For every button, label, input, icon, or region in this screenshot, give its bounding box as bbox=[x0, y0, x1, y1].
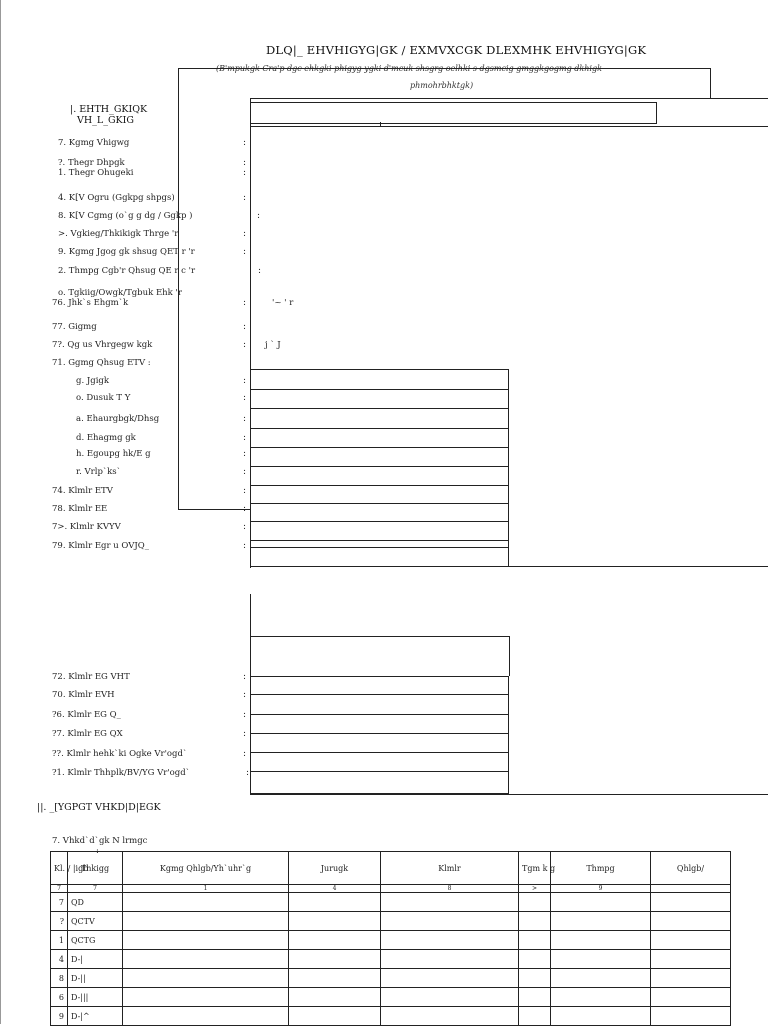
contact-label: 79. Klmlr Egr u OVJQ_ bbox=[52, 541, 150, 551]
education-table: Kl. / |igb Thkigg Kgmg Qhlgb/Yh`uhr`g Jurugk Klmlr Tgm k g Thmpg Qhlgb/ 7 7 1 4 8 > 9 7 QD ? QCTV 1 QCTG 4 D-| 8 D-|| 6 D-||| 9 D-|^ bbox=[50, 851, 731, 1026]
field-value: j ` J bbox=[265, 340, 281, 350]
address-label: h. Egoupg hk/E g bbox=[76, 449, 151, 459]
page-edge bbox=[0, 0, 1, 1024]
col-header: Thkigg bbox=[68, 852, 123, 885]
field-value: '~ ' r bbox=[272, 298, 294, 308]
name-input-box[interactable] bbox=[250, 102, 657, 124]
field-label: 77. Gigmg bbox=[52, 322, 97, 332]
section2-heading: ||. _[YGPGT VHKD|D|EGK bbox=[37, 802, 161, 813]
field-label: >. Vgkieg/Thkikigk Thrge 'r bbox=[58, 229, 179, 239]
section2-subheading: 7. Vhkd`d`gk N lrmgc bbox=[52, 836, 148, 846]
field-label: 2. Thmpg Cgb'r Qhsug QE r c 'r bbox=[58, 266, 196, 276]
contact-label: 72. Klmlr EG VHT bbox=[52, 672, 130, 682]
col-header: Thmpg bbox=[551, 852, 651, 885]
table-row: 6 D-||| bbox=[51, 988, 731, 1007]
form-subtitle-line2: phmohrbhktgk) bbox=[410, 81, 474, 90]
field-label: 9. Kgmg Jgog gk shsug QET r 'r bbox=[58, 247, 195, 257]
address-grid bbox=[250, 369, 509, 567]
contact-label: 78. Klmlr EE bbox=[52, 504, 108, 514]
field-label: 76. Jhk`s Ehgm`k bbox=[52, 298, 129, 308]
field-label: 7. Kgmg Vhigwg bbox=[58, 138, 130, 148]
field-label: o. Tgkiig/Owgk/Tgbuk Ehk 'r bbox=[58, 288, 182, 298]
table-row: 9 D-|^ bbox=[51, 1007, 731, 1026]
field-label: 71. Ggmg Qhsug ETV : bbox=[52, 358, 151, 368]
col-header: Kl. / |igb bbox=[51, 852, 68, 885]
col-header: Klmlr bbox=[381, 852, 519, 885]
table-row: 4 D-| bbox=[51, 950, 731, 969]
field-label: 8. K[V Cgmg (o`g g dg / Ggkp ) bbox=[58, 211, 193, 221]
contact-label: ?1. Klmlr Thhplk/BV/YG Vr'ogd` bbox=[52, 768, 190, 778]
address-label: a. Ehaurgbgk/Dhsg bbox=[76, 414, 160, 424]
field-label: 1. Thegr Ohugeki bbox=[58, 168, 134, 178]
contact-label: 74. Klmlr ETV bbox=[52, 486, 113, 496]
table-row: 1 QCTG bbox=[51, 931, 731, 950]
contact-label: ??. Klmlr hehk`ki Ogke Vr'ogd` bbox=[52, 749, 188, 759]
address-label: d. Ehagmg gk bbox=[76, 433, 136, 443]
form-title: DLQ|_ EHVHIGYG|GK / EXMVXCGK DLEXMHK EHVHIGYG|GK bbox=[266, 43, 647, 57]
field-label: ?. Thegr Dhpgk bbox=[58, 158, 125, 168]
col-header: Jurugk bbox=[289, 852, 381, 885]
table-row: 8 D-|| bbox=[51, 969, 731, 988]
section1-heading: |. EHTH_GKIQK bbox=[70, 104, 148, 115]
address-label: r. Vrlp`ks` bbox=[76, 467, 121, 477]
contact-label: ?6. Klmlr EG Q_ bbox=[52, 710, 121, 720]
table-row: ? QCTV bbox=[51, 912, 731, 931]
section1-subheading: VH_L_GKIG bbox=[77, 115, 134, 126]
address-label: g. Jgigk bbox=[76, 376, 110, 386]
col-header: Kgmg Qhlgb/Yh`uhr`g bbox=[123, 852, 289, 885]
contact-label: ?7. Klmlr EG QX bbox=[52, 729, 123, 739]
address-label: o. Dusuk T Y bbox=[76, 393, 131, 403]
contact-label: 70. Klmlr EVH bbox=[52, 690, 115, 700]
col-header: Tgm k g bbox=[519, 852, 551, 885]
col-header: Qhlgb/ bbox=[651, 852, 731, 885]
field-label: 7?. Qg us Vhrgegw kgk bbox=[52, 340, 153, 350]
field-label: 4. K[V Ogru (Ggkpg shpgs) bbox=[58, 193, 175, 203]
table-row: 7 QD bbox=[51, 893, 731, 912]
contact-label: 7>. Klmlr KVYV bbox=[52, 522, 121, 532]
